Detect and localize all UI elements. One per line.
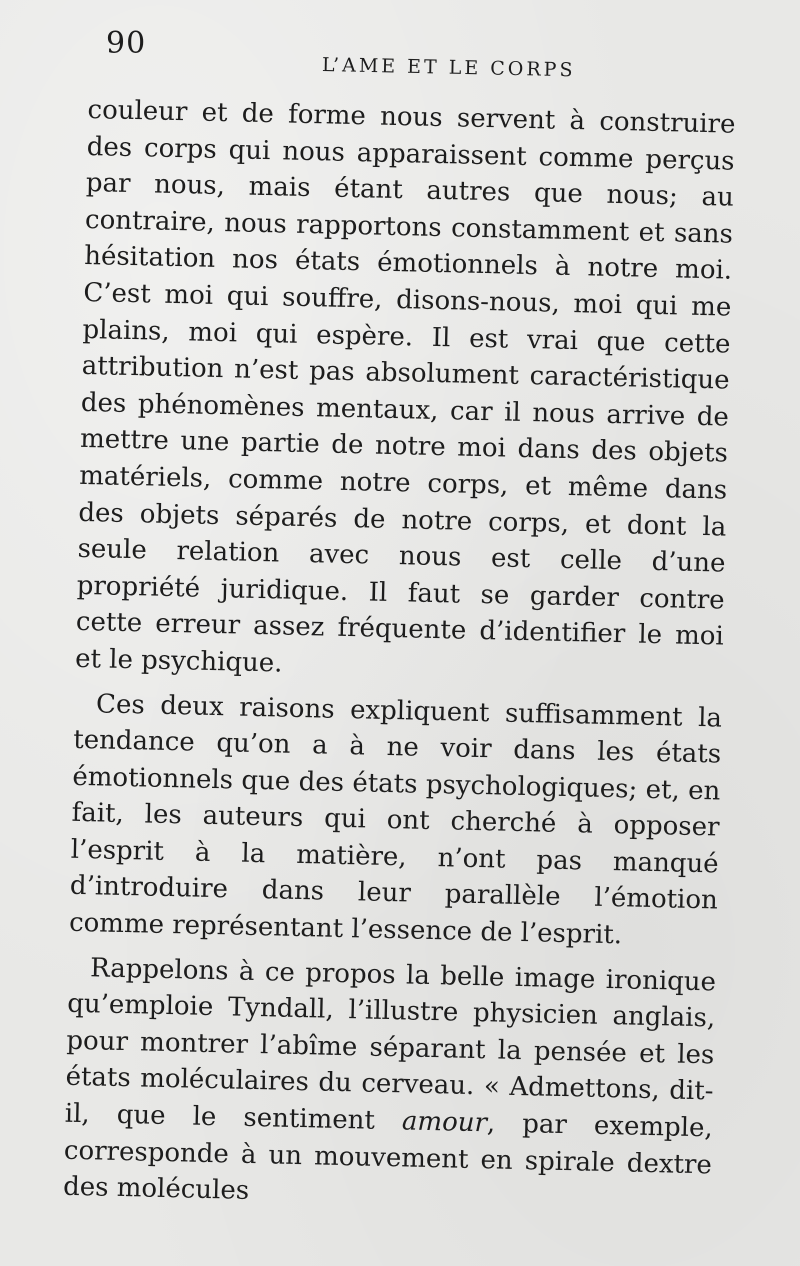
body-text <box>63 92 736 1220</box>
paragraph-1: couleur et de forme nous servent à construire des corps qui nous apparaissent comme perçus par nous, mais étant autres que nous; au contraire, nous rapportons constamment et sans hésitation nos états émotionnels à notre moi. C’est moi qui souffre, disons-nous, moi qui me plains, moi qui espère. Il est vrai que cette attribution n’est pas absolument caractéristique des phénomènes mentaux, car il nous arrive de mettre une partie de notre moi dans des objets matériels, comme notre corps, et même dans des objets séparés de notre corps, et dont la seule relation avec nous est celle d’une propriété juridique. Il faut se garder contre cette erreur assez fréquente d’identifier le moi et le psychique. <box>74 94 736 679</box>
paragraph-3-text-before: Rappelons à ce propos la belle image ironique qu’emploie Tyndall, l’illustre physicien anglais, pour montrer l’abîme séparant la pensée et les états moléculaires du cerveau. « Admettons, dit-il, que le sentiment <box>64 952 717 1137</box>
paragraph-3-text-after: , par exemple, corresponde à un mouvement en spirale dextre des molécules <box>62 1108 713 1207</box>
page-number: 90 <box>106 26 147 61</box>
italic-word-amour: amour <box>401 1106 488 1139</box>
running-title: L’AME ET LE CORPS <box>321 54 576 82</box>
page-header <box>106 26 726 86</box>
paragraph-3 <box>63 949 717 1220</box>
paragraph-2: Ces deux raisons expliquent suffisamment la tendance qu’on a à ne voir dans les états émotionnels que des états psychologiques; et, en fait, les auteurs qui ont cherché à opposer l’esprit à la matière, n’ont pas manqué d’introduire dans leur parallèle l’émotion comme représentant l’essence de l’esprit. <box>68 688 723 951</box>
